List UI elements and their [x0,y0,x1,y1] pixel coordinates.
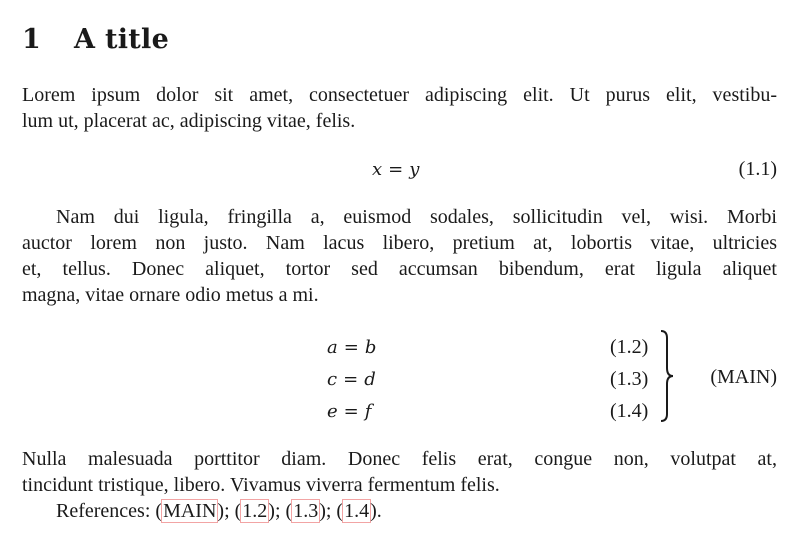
paragraph-1-line-1: Lorem ipsum dolor sit amet, consectetuer adipiscing elit. Ut purus elit, vestibu- [22,84,777,106]
paragraph-2-line-2: auctor lorem non justo. Nam lacus libero, pretium at, lobortis vitae, ultricies [22,232,777,254]
ref-link-1-4[interactable]: 1.4 [344,500,370,522]
section-title-text: A title [74,24,170,55]
equation-1-3: c = d (1.3) [327,368,649,390]
equation-group-label: (MAIN) [710,366,777,388]
equation-body: x = y [372,159,420,180]
ref-link-1-3[interactable]: 1.3 [293,500,319,522]
paragraph-3-line-2: tincidunt tristique, libero. Vivamus viverra fermentum felis. [22,474,500,496]
references-line: References: (MAIN); (1.2); (1.3); (1.4). [56,500,382,522]
equation-1-2: a = b (1.2) [327,336,649,358]
equation-number: (1.1) [738,158,777,180]
section-number: 1 [22,24,42,55]
ref-link-1-2[interactable]: 1.2 [242,500,268,522]
equation-number: (1.4) [610,400,649,422]
paragraph-2-line-4: magna, vitae ornare odio metus a mi. [22,284,319,306]
equation-number: (1.2) [610,336,649,358]
equation-1-4: e = f (1.4) [327,400,649,422]
references-label: References: [56,500,151,522]
equation-1-1 [22,156,777,182]
section-heading [22,24,169,55]
paragraph-1-line-2: lum ut, placerat ac, adipiscing vitae, felis. [22,110,356,132]
ref-link-main[interactable]: MAIN [163,500,217,522]
paragraph-2-line-1: Nam dui ligula, fringilla a, euismod sodales, sollicitudin vel, wisi. Morbi [56,206,777,228]
paragraph-2-line-3: et, tellus. Donec aliquet, tortor sed accumsan bibendum, erat ligula aliquet [22,258,777,280]
right-brace-icon [660,330,674,422]
paragraph-3-line-1: Nulla malesuada porttitor diam. Donec felis erat, congue non, volutpat at, [22,448,777,470]
equation-number: (1.3) [610,368,649,390]
